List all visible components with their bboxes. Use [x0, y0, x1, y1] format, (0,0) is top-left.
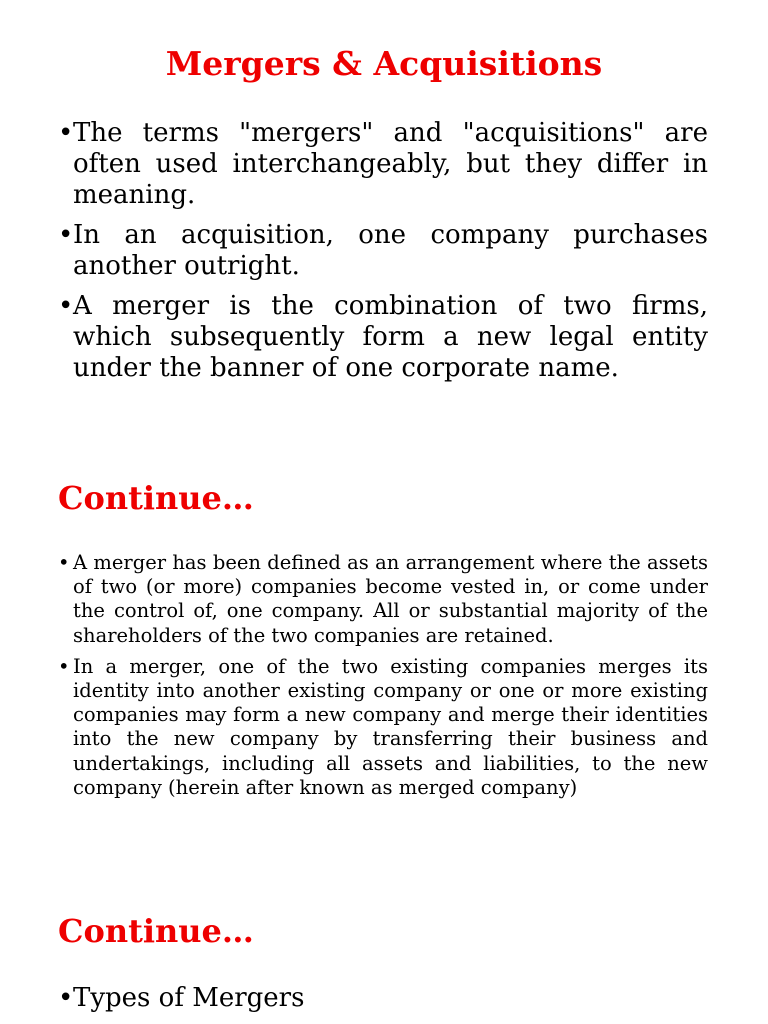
- list-item: • In an acquisition, one company purchases another outright.: [58, 220, 708, 282]
- list-item: • In a merger, one of the two existing companies merges its identity into another existing company or one or more existing companies may form a new company and merge their identities into the new company by transferring their business and undertakings, including all assets and liabilities, to the new company (herein after known as merged company): [58, 655, 708, 800]
- section-heading-continue-2: Continue…: [58, 912, 254, 950]
- list-item: • A merger is the combination of two firms, which subsequently form a new legal entity under the banner of one corporate name.: [58, 291, 708, 384]
- list-item: • Types of Mergers: [58, 983, 708, 1014]
- page-title: Mergers & Acquisitions: [165, 44, 603, 83]
- intro-bullet-list: [58, 118, 708, 393]
- list-item: • The terms "mergers" and "acquisitions" are often used interchangeably, but they differ in meaning.: [58, 118, 708, 211]
- list-item: • A merger has been defined as an arrangement where the assets of two (or more) companies become vested in, or come under the control of, one company. All or substantial majority of the shareholders of the two companies are retained.: [58, 551, 708, 648]
- section-heading-continue-1: Continue…: [58, 479, 254, 517]
- merger-definition-bullet-list: [58, 551, 708, 807]
- types-bullet-list: [58, 983, 708, 1023]
